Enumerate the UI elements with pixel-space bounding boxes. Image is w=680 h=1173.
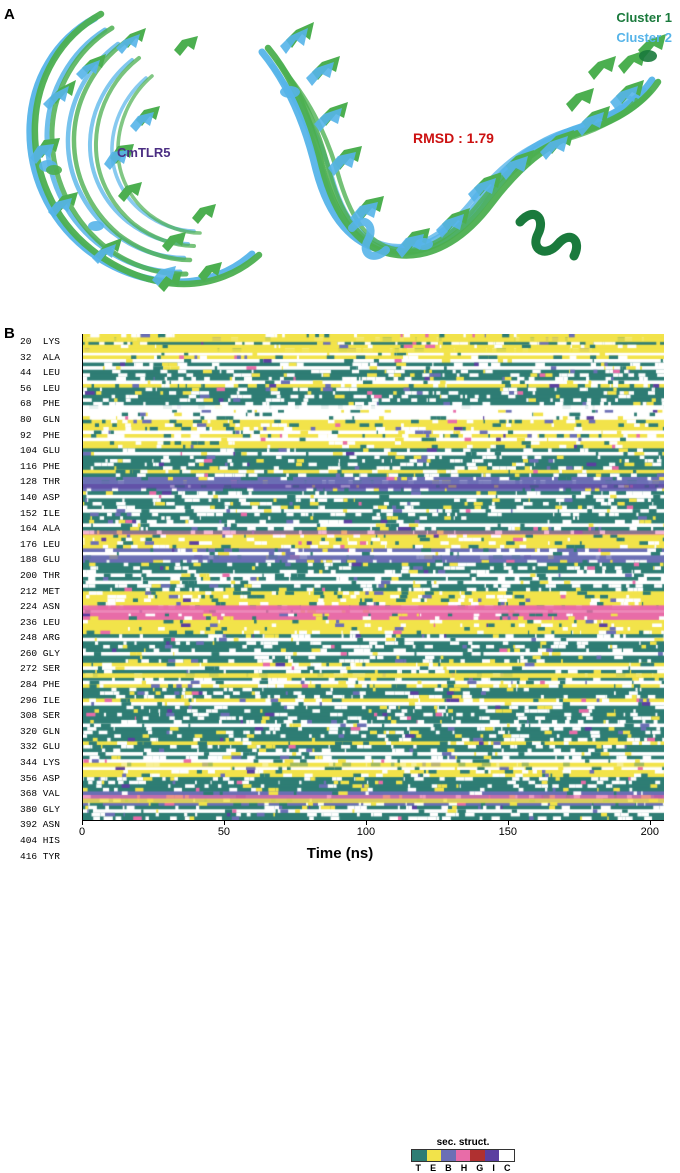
ss-legend-letter: T	[415, 1163, 422, 1173]
x-tick	[224, 820, 225, 825]
ss-legend-letter: B	[445, 1163, 452, 1173]
ss-legend-swatch	[441, 1150, 456, 1161]
residue-label: 80 GLN	[20, 413, 60, 425]
protein-ribbon-figure	[0, 0, 680, 320]
heatmap-canvas	[82, 334, 664, 820]
residue-label: 272 SER	[20, 663, 60, 675]
ss-legend-swatch	[412, 1150, 427, 1161]
residue-label: 320 GLN	[20, 725, 60, 737]
panel-a	[0, 0, 680, 320]
residue-label: 284 PHE	[20, 679, 60, 691]
ss-legend-letter: G	[476, 1163, 484, 1173]
residue-label: 188 GLU	[20, 554, 60, 566]
panel-b	[0, 320, 680, 1173]
residue-label: 404 HIS	[20, 835, 60, 846]
cluster-legend	[616, 8, 672, 48]
panel-b-letter: B	[4, 325, 15, 342]
rmsd-annotation: RMSD : 1.79	[413, 130, 494, 146]
x-tick-label: 0	[78, 826, 86, 838]
residue-label: 104 GLU	[20, 445, 60, 457]
x-axis-ticks	[78, 820, 664, 842]
ss-legend-swatch	[427, 1150, 442, 1161]
residue-label: 392 ASN	[20, 819, 60, 831]
x-axis-label: Time (ns)	[306, 845, 374, 862]
residue-label: 152 ILE	[20, 507, 60, 519]
residue-label: 176 LEU	[20, 538, 60, 550]
ss-legend-swatch	[470, 1150, 485, 1161]
y-axis-line	[82, 334, 83, 821]
residue-label: 356 ASP	[20, 772, 60, 784]
legend-cluster-1: Cluster 1	[616, 10, 672, 25]
residue-label: 296 ILE	[20, 694, 60, 706]
residue-label: 68 PHE	[20, 398, 60, 410]
residue-label: 56 LEU	[20, 382, 60, 394]
x-tick	[366, 820, 367, 825]
x-tick-label: 100	[356, 826, 376, 838]
ss-colour-legend	[408, 1137, 518, 1173]
ss-legend-letters	[411, 1163, 515, 1173]
protein-name-label: CmTLR5	[117, 145, 171, 160]
residue-axis-labels	[20, 334, 78, 864]
ss-legend-swatch	[456, 1150, 471, 1161]
residue-label: 116 PHE	[20, 460, 60, 472]
ss-legend-title: sec. struct.	[436, 1137, 490, 1148]
x-tick-label: 200	[640, 826, 659, 838]
residue-label: 380 GLY	[20, 803, 60, 815]
residue-label: 164 ALA	[20, 523, 60, 535]
ss-legend-swatches	[411, 1149, 515, 1162]
ss-legend-swatch	[485, 1150, 500, 1161]
ss-legend-letter: I	[492, 1163, 495, 1173]
residue-label: 32 ALA	[20, 351, 60, 363]
secondary-structure-heatmap	[82, 334, 664, 820]
x-tick	[508, 820, 509, 825]
residue-label: 344 LYS	[20, 757, 60, 769]
legend-cluster-2: Cluster 2	[616, 30, 672, 45]
panel-a-letter: A	[4, 6, 15, 23]
x-tick	[82, 820, 83, 825]
residue-label: 92 PHE	[20, 429, 60, 441]
x-tick-label: 150	[498, 826, 518, 838]
residue-label: 236 LEU	[20, 616, 60, 628]
residue-label: 212 MET	[20, 585, 60, 597]
ss-legend-swatch	[499, 1150, 514, 1161]
x-tick-label: 50	[217, 826, 231, 838]
residue-label: 128 THR	[20, 476, 60, 488]
residue-label: 140 ASP	[20, 491, 60, 503]
residue-label: 308 SER	[20, 710, 60, 722]
residue-label: 44 LEU	[20, 367, 60, 379]
ss-legend-letter: H	[460, 1163, 468, 1173]
residue-label: 248 ARG	[20, 632, 60, 644]
residue-label: 368 VAL	[20, 788, 60, 800]
ss-legend-letter: E	[430, 1163, 437, 1173]
x-tick	[650, 820, 651, 825]
residue-label: 416 TYR	[20, 850, 60, 862]
residue-label: 200 THR	[20, 569, 60, 581]
residue-label: 260 GLY	[20, 647, 60, 659]
residue-label: 224 ASN	[20, 601, 60, 613]
ss-legend-letter: C	[503, 1163, 511, 1173]
residue-label: 332 GLU	[20, 741, 60, 753]
residue-label: 20 LYS	[20, 336, 60, 347]
